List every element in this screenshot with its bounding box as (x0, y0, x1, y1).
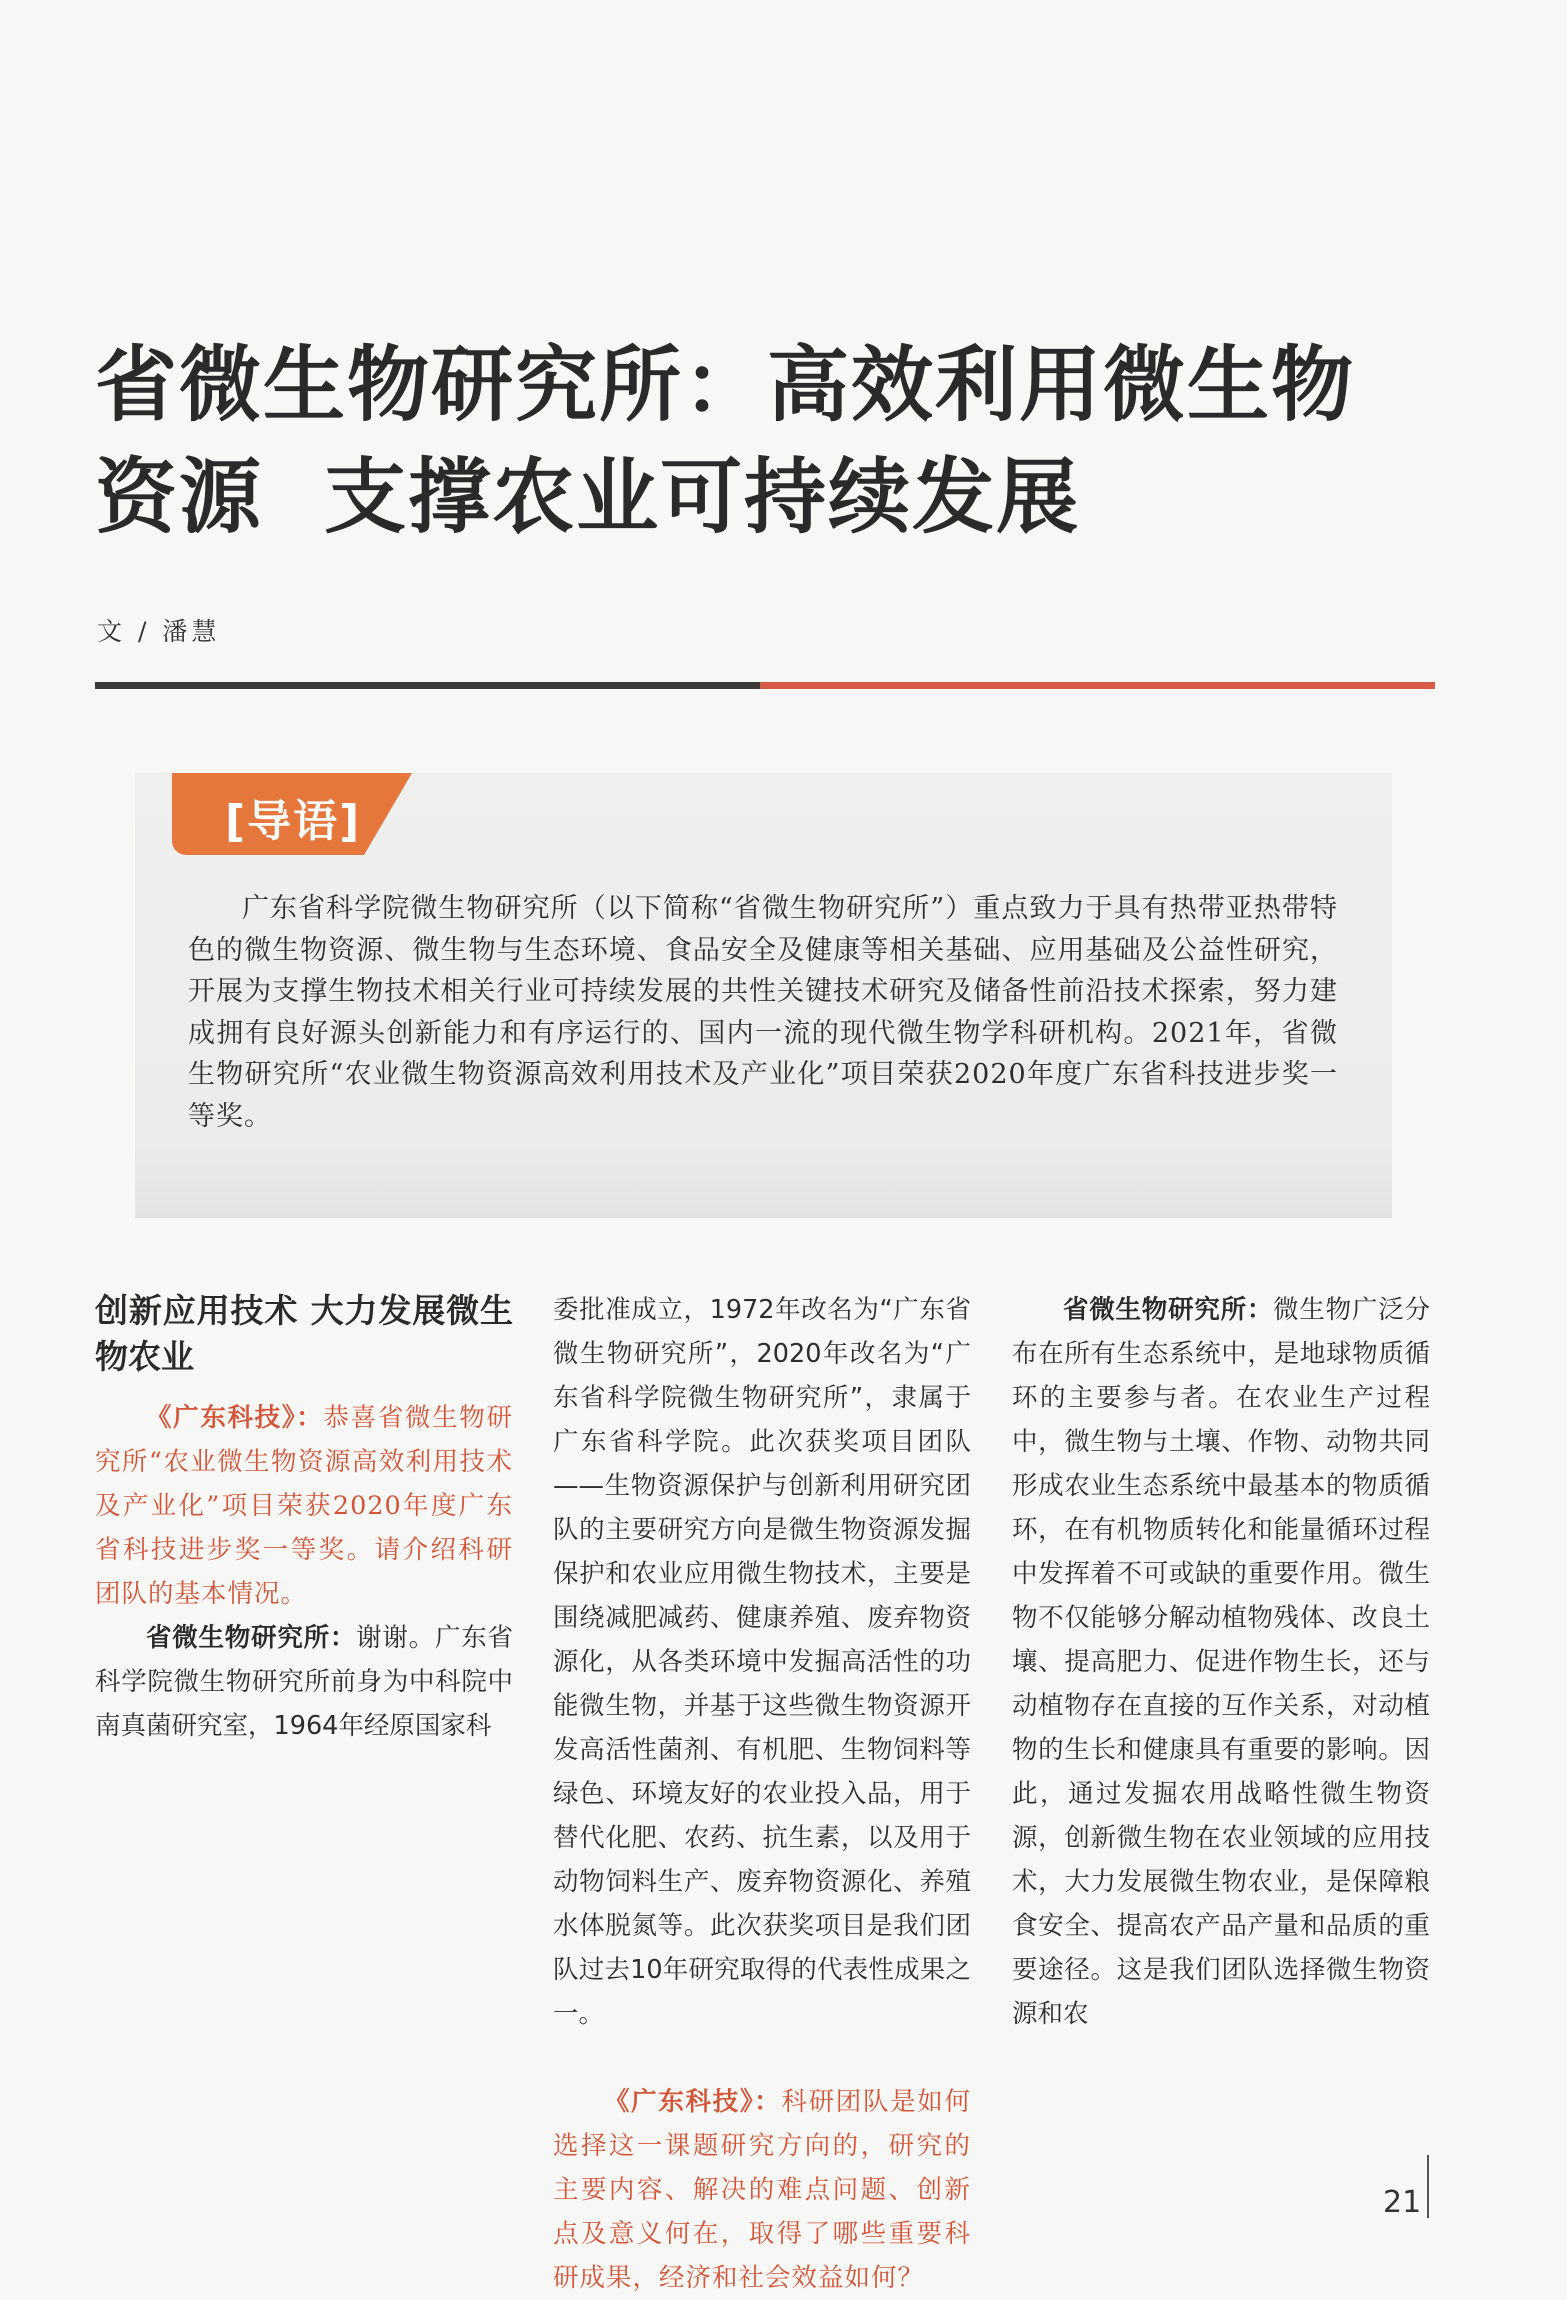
article-title-line-2: 资源 支撑农业可持续发展 (95, 450, 1081, 545)
article-title-line-1: 省微生物研究所：高效利用微生物 (95, 338, 1356, 433)
paragraph-gap (553, 2036, 971, 2080)
answer-2 (1012, 1288, 1430, 2036)
lead-label: [导语] (225, 796, 362, 847)
answer-1-continued: 委批准成立，1972年改名为“广东省微生物研究所”，2020年改名为“广东省科学院微生物研究所”，隶属于广东省科学院。此次获奖项目团队——生物资源保护与创新利用研究团队的主要研究方向是微生物资源发掘保护和农业应用微生物技术，主要是围绕减肥减药、健康养殖、废弃物资源化，从各类环境中发掘高活性的功能微生物，并基于这些微生物资源开发高活性菌剂、有机肥、生物饲料等绿色、环境友好的农业投入品，用于替代化肥、农药、抗生素，以及用于动物饲料生产、废弃物资源化、养殖水体脱氮等。此次获奖项目是我们团队过去10年研究取得的代表性成果之一。 (553, 1295, 971, 2029)
question-2-label: 《广东科技》： (604, 2087, 782, 2117)
byline: 文 / 潘慧 (97, 617, 221, 646)
question-2 (553, 2080, 971, 2300)
page-number: 21 (1383, 2185, 1422, 2220)
lead-paragraph: 广东省科学院微生物研究所（以下简称“省微生物研究所”）重点致力于具有热带亚热带特色的微生物资源、微生物与生态环境、食品安全及健康等相关基础、应用基础及公益性研究，开展为支撑生物技术相关行业可持续发展的共性关键技术研究及储备性前沿技术探索，努力建成拥有良好源头创新能力和有序运行的、国内一流的现代微生物学科研机构。2021年，省微生物研究所“农业微生物资源高效利用技术及产业化”项目荣获2020年度广东省科技进步奖一等奖。 (188, 893, 1338, 1132)
question-1 (95, 1396, 513, 1616)
question-2-text: 科研团队是如何选择这一课题研究方向的，研究的主要内容、解决的难点问题、创新点及意义何在，取得了哪些重要科研成果，经济和社会效益如何？ (553, 2087, 971, 2293)
answer-2-speaker: 省微生物研究所： (1063, 1295, 1274, 1325)
answer-1 (95, 1616, 513, 1748)
section-heading: 创新应用技术 大力发展微生物农业 (95, 1291, 513, 1376)
question-1-label: 《广东科技》： (146, 1403, 324, 1433)
title-divider-red (760, 682, 1435, 689)
article-body-column-2 (553, 1288, 971, 2300)
answer-1-speaker: 省微生物研究所： (146, 1623, 357, 1653)
answer-1-text: 谢谢。广东省科学院微生物研究所前身为中科院中南真菌研究室，1964年经原国家科 (95, 1623, 513, 1741)
question-1-text: 恭喜省微生物研究所“农业微生物资源高效利用技术及产业化”项目荣获2020年度广东省科技进步奖一等奖。请介绍科研团队的基本情况。 (95, 1403, 513, 1609)
article-body-column-3 (1012, 1288, 1430, 2036)
title-divider-dark (95, 682, 760, 689)
article-title (95, 330, 1425, 554)
page-number-rule (1427, 2155, 1429, 2218)
article-body (95, 1288, 513, 1780)
answer-2-text: 微生物广泛分布在所有生态系统中，是地球物质循环的主要参与者。在农业生产过程中，微生物与土壤、作物、动物共同形成农业生态系统中最基本的物质循环，在有机物质转化和能量循环过程中发挥着不可或缺的重要作用。微生物不仅能够分解动植物残体、改良土壤、提高肥力、促进作物生长，还与动植物存在直接的互作关系，对动植物的生长和健康具有重要的影响。因此，通过发掘农用战略性微生物资源，创新微生物在农业领域的应用技术，大力发展微生物农业，是保障粮食安全、提高农产品产量和品质的重要途径。这是我们团队选择微生物资源和农 (1012, 1295, 1430, 2029)
